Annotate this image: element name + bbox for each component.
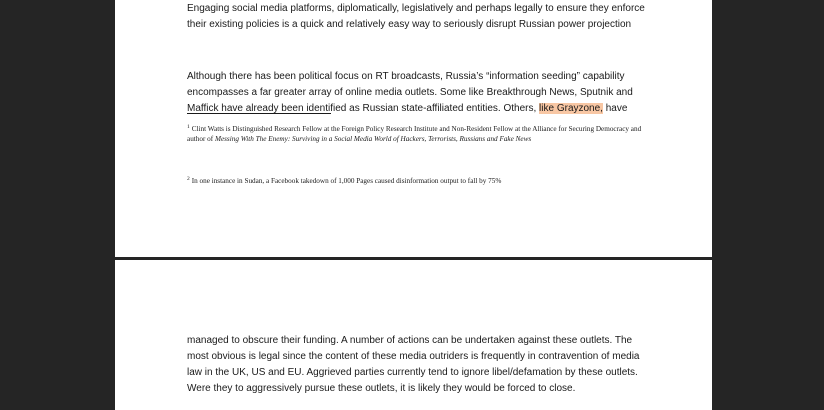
footnote-separator — [187, 113, 331, 114]
paragraph-information-seeding — [187, 69, 652, 117]
document-page-2[interactable] — [115, 260, 712, 410]
footnote-2 — [187, 174, 652, 186]
footnote-1-text: Clint Watts is Distinguished Research Fellow at the Foreign Policy Research Institute and Non-Resident Fellow at the Alliance for Securing Democracy and author of — [187, 125, 642, 143]
footnote-1-book-title: Messing With The Enemy: Surviving in a Social Media World of Hackers, Terrorists, Russians and Fake News — [214, 135, 532, 143]
footnote-1 — [187, 122, 652, 144]
paragraph-text-end: have — [602, 103, 628, 114]
document-page-1[interactable] — [115, 0, 712, 257]
paragraph-social-media: Engaging social media platforms, diplomatically, legislatively and perhaps legally to ensure they enforce their existing policies is a quick and relatively easy way to seriously disrupt Russian power projection — [187, 3, 645, 30]
footnote-2-mark: 2 — [187, 176, 190, 182]
footnote-2-text: In one instance in Sudan, a Facebook takedown of 1,000 Pages caused disinformation output to fall by 75% — [191, 177, 502, 185]
highlighted-text[interactable]: like Grayzone, — [539, 103, 603, 114]
paragraph-text-start: Although there has been political focus on RT broadcasts, Russia’s “information seeding” capability encompasses a far greater array of online media outlets. Some like Breakthrough News, Sputnik and Maffick have already been identified as Russian state-affiliated entities. Others, — [187, 71, 633, 114]
footnote-1-mark: 1 — [187, 124, 190, 130]
paragraph-funding-legal-action: managed to obscure their funding. A number of actions can be undertaken against these outlets. The most obvious is legal since the content of these media outriders is frequently in contravention of media law in the UK, US and EU. Aggrieved parties currently tend to ignore libel/defamation by these outlets. Were they to aggressively pursue these outlets, it is likely they would be forced to close. — [187, 335, 640, 394]
